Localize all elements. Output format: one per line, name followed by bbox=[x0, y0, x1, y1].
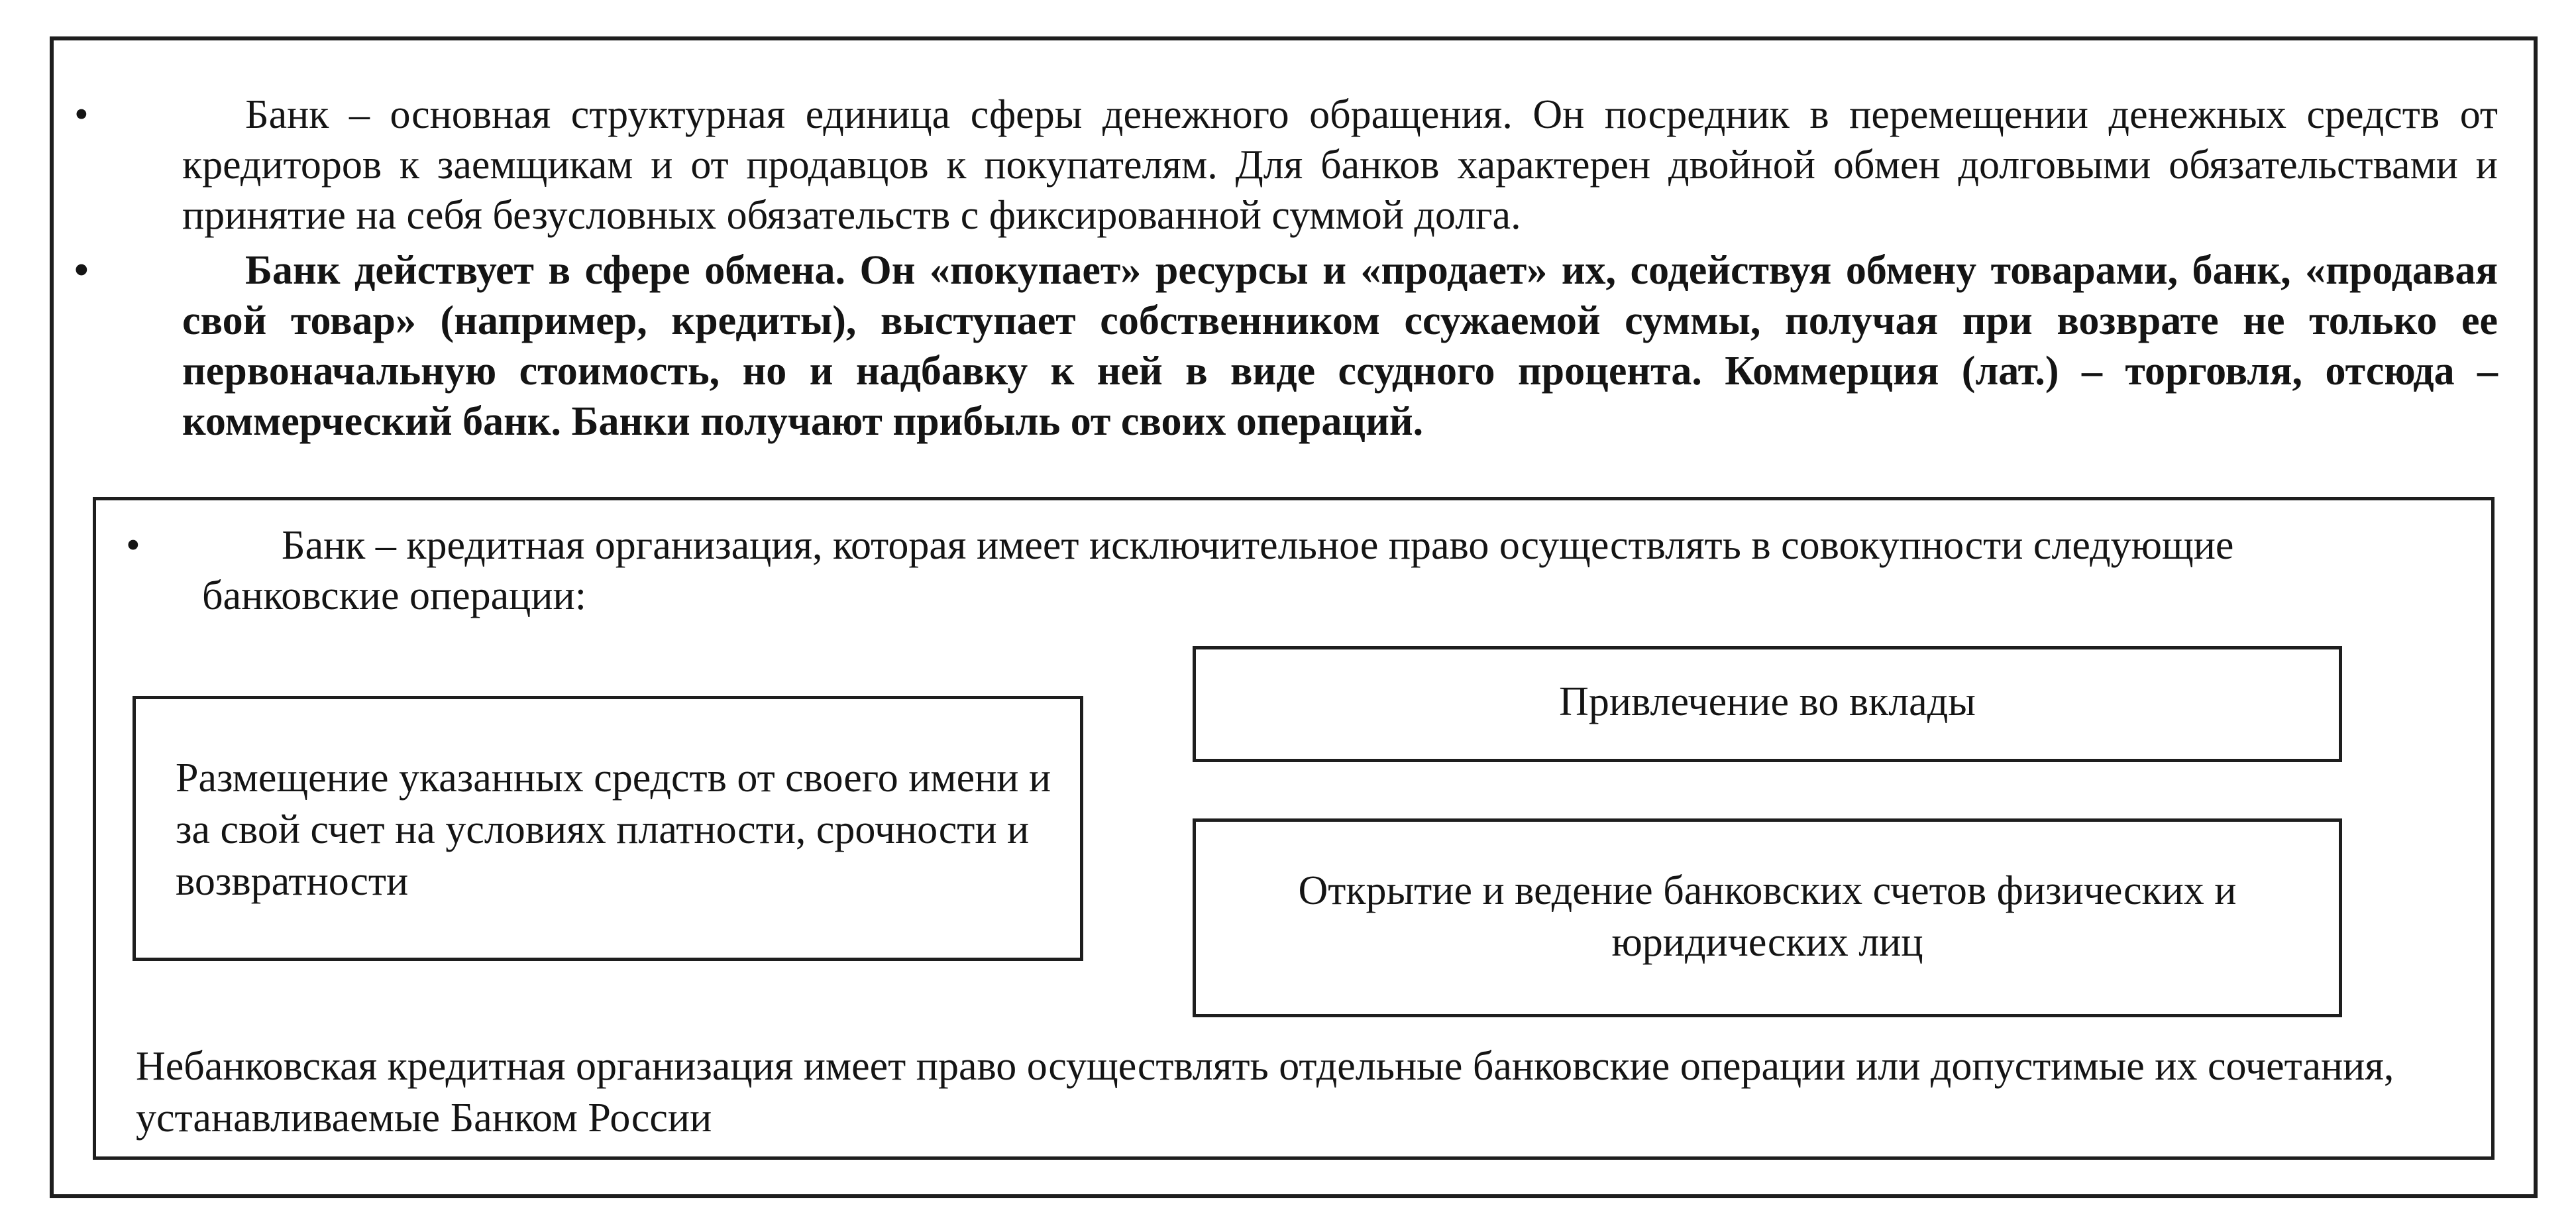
operation-box-deposits: Привлечение во вклады bbox=[1193, 646, 2342, 762]
non-bank-note: Небанковская кредитная организация имеет право осуществлять отдельные банковские операции или допустимые их сочетания, устанавливаемые Банком России bbox=[136, 1044, 2394, 1141]
bullet-text: Банк действует в сфере обмена. Он «покупает» ресурсы и «продает» их, содействуя обмену товарами, банк, «продавая свой товар» (например, кредиты), выступает собственником ссужаемой суммы, получая при возврате не только ее первоначальную стоимость, но и надбавку к ней в виде ссудного процента. Коммерция (лат.) – торговля, отсюда – коммерческий банк. Банки получают прибыль от своих операций. bbox=[182, 248, 2498, 444]
bullet-marker: • bbox=[74, 248, 89, 293]
bullet-item-credit-organization bbox=[113, 520, 2365, 621]
bullet-marker: • bbox=[74, 92, 89, 137]
operation-box-placement: Размещение указанных средств от своего имени и за свой счет на условиях платности, срочности и возвратности bbox=[133, 696, 1083, 961]
bullet-text: Банк – кредитная организация, которая имеет исключительное право осуществлять в совокупности следующие банковские операции: bbox=[202, 523, 2234, 618]
bullet-marker: • bbox=[126, 523, 140, 568]
bullet-text: Банк – основная структурная единица сферы денежного обращения. Он посредник в перемещении денежных средств от кредиторов к заемщикам и от продавцов к покупателям. Для банков характерен двойной обмен долговыми обязательствами и принятие на себя безусловных обязательств с фиксированной суммой долга. bbox=[182, 92, 2498, 238]
bullet-item-bank-definition bbox=[74, 89, 2498, 241]
bullet-item-bank-exchange bbox=[74, 245, 2498, 447]
operation-box-accounts: Открытие и ведение банковских счетов физических и юридических лиц bbox=[1193, 818, 2342, 1017]
